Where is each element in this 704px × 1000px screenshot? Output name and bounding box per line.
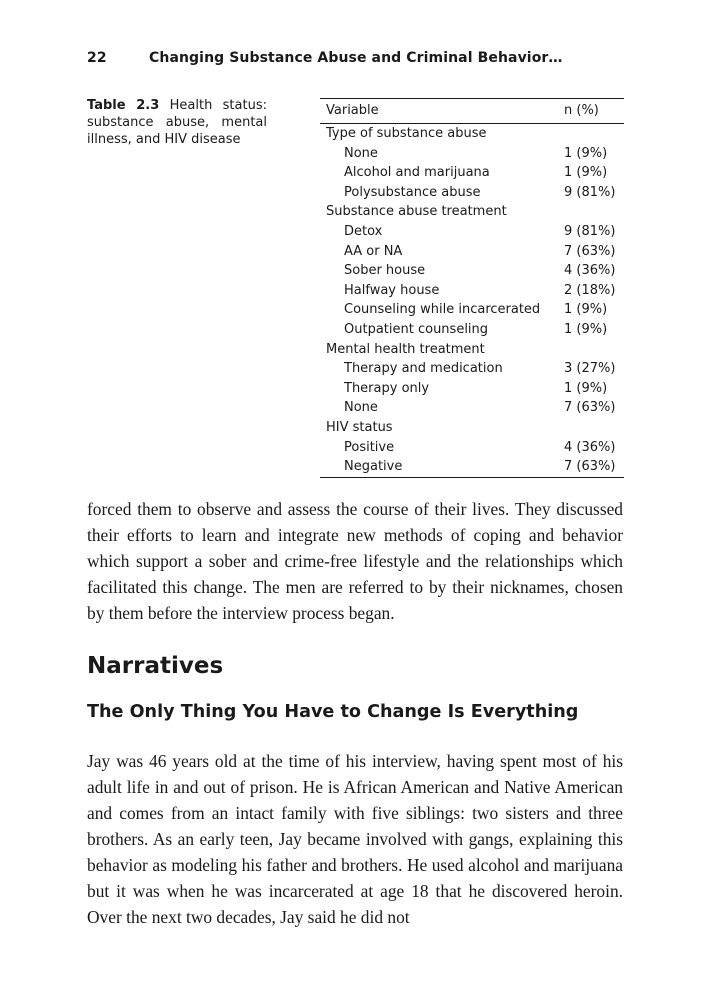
table-cell-value: 7 (63%) (564, 243, 616, 259)
table-cell-item: Outpatient counseling (344, 321, 489, 337)
table-cell-value: 7 (63%) (564, 400, 616, 416)
table-cell-category: Substance abuse treatment (326, 204, 507, 220)
table-row (320, 242, 624, 262)
table-row (320, 163, 624, 183)
table-cell-value: 1 (9%) (564, 145, 608, 161)
table-cell-item: Alcohol and marijuana (344, 165, 490, 181)
table-cell-value: 4 (36%) (564, 439, 616, 455)
table-body (320, 124, 624, 478)
body-paragraph: forced them to observe and assess the course of their lives. They discussed their efforts to learn and integrate new methods of coping and behavior which support a sober and crime-free lifestyle and the relationships which facilitated this change. The men are referred to by their nicknames, chosen by them before the interview process began. (87, 499, 623, 623)
table-caption-text: Health status: substance abuse, mental illness, and HIV disease (87, 98, 267, 147)
table-row (320, 124, 624, 144)
table-cell-item: Detox (344, 223, 383, 239)
table-cell-value: 4 (36%) (564, 263, 616, 279)
body-paragraph: Jay was 46 years old at the time of his interview, having spent most of his adult life in and out of prison. He is African American and Native American and comes from an intact family with five siblings: two sisters and three brothers. As an early teen, Jay became involved with gangs, explaining this behavior as modeling his father and brothers. He used alcohol and marijuana but it was when he was incarcerated at age 18 that he discovered heroin. Over the next two decades, Jay said he did not (87, 751, 623, 927)
table-cell-item: Sober house (344, 263, 426, 279)
running-head (87, 50, 563, 66)
table-cell-value (564, 418, 624, 438)
table-cell-value: 1 (9%) (564, 321, 608, 337)
table-cell-value: 1 (9%) (564, 165, 608, 181)
table-row (320, 202, 624, 222)
table-row (320, 222, 624, 242)
table-cell-item: None (344, 145, 378, 161)
table-cell-item: Halfway house (344, 282, 440, 298)
table-cell-category: Type of substance abuse (326, 126, 487, 141)
page-number: 22 (87, 50, 107, 66)
table-cell-item: Polysubstance abuse (344, 184, 481, 200)
table-cell-value (564, 340, 624, 360)
table-row (320, 438, 624, 458)
table-cell-value: 9 (81%) (564, 184, 616, 200)
table-cell-item: Therapy only (344, 380, 430, 396)
table-cell-value: 9 (81%) (564, 223, 616, 239)
table-cell-category: HIV status (326, 419, 393, 435)
table-row (320, 379, 624, 399)
table-row (320, 457, 624, 477)
table-caption (87, 97, 267, 148)
column-header-n: n (%) (564, 103, 599, 118)
table-row (320, 418, 624, 438)
subsection-heading: The Only Thing You Have to Change Is Everything (87, 702, 579, 722)
table-cell-value (564, 202, 624, 222)
table-cell-value: 3 (27%) (564, 361, 616, 377)
table-cell-value: 1 (9%) (564, 380, 608, 396)
table-cell-item: Negative (344, 459, 403, 475)
table-row (320, 340, 624, 360)
column-header-variable: Variable (326, 103, 379, 118)
table-cell-category: Mental health treatment (326, 341, 485, 357)
section-heading: Narratives (87, 653, 224, 679)
table-cell-value (564, 124, 624, 144)
table-row (320, 144, 624, 164)
data-table (320, 98, 624, 478)
table-cell-item: Counseling while incarcerated (344, 302, 541, 318)
table-cell-item: AA or NA (344, 243, 403, 259)
table-row (320, 320, 624, 340)
table-row (320, 300, 624, 320)
table-cell-item: Therapy and medication (344, 361, 503, 377)
table-row (320, 183, 624, 203)
running-title: Changing Substance Abuse and Criminal Behavior… (149, 50, 563, 66)
table-row (320, 281, 624, 301)
table-cell-item: None (344, 400, 378, 416)
health-status-table (320, 98, 624, 478)
table-cell-value: 1 (9%) (564, 302, 608, 318)
table-row (320, 359, 624, 379)
table-header-row (320, 99, 624, 124)
table-cell-item: Positive (344, 439, 395, 455)
table-caption-label: Table 2.3 (87, 98, 160, 113)
table-cell-value: 7 (63%) (564, 459, 616, 475)
table-cell-value: 2 (18%) (564, 282, 616, 298)
table-row (320, 398, 624, 418)
table-row (320, 261, 624, 281)
